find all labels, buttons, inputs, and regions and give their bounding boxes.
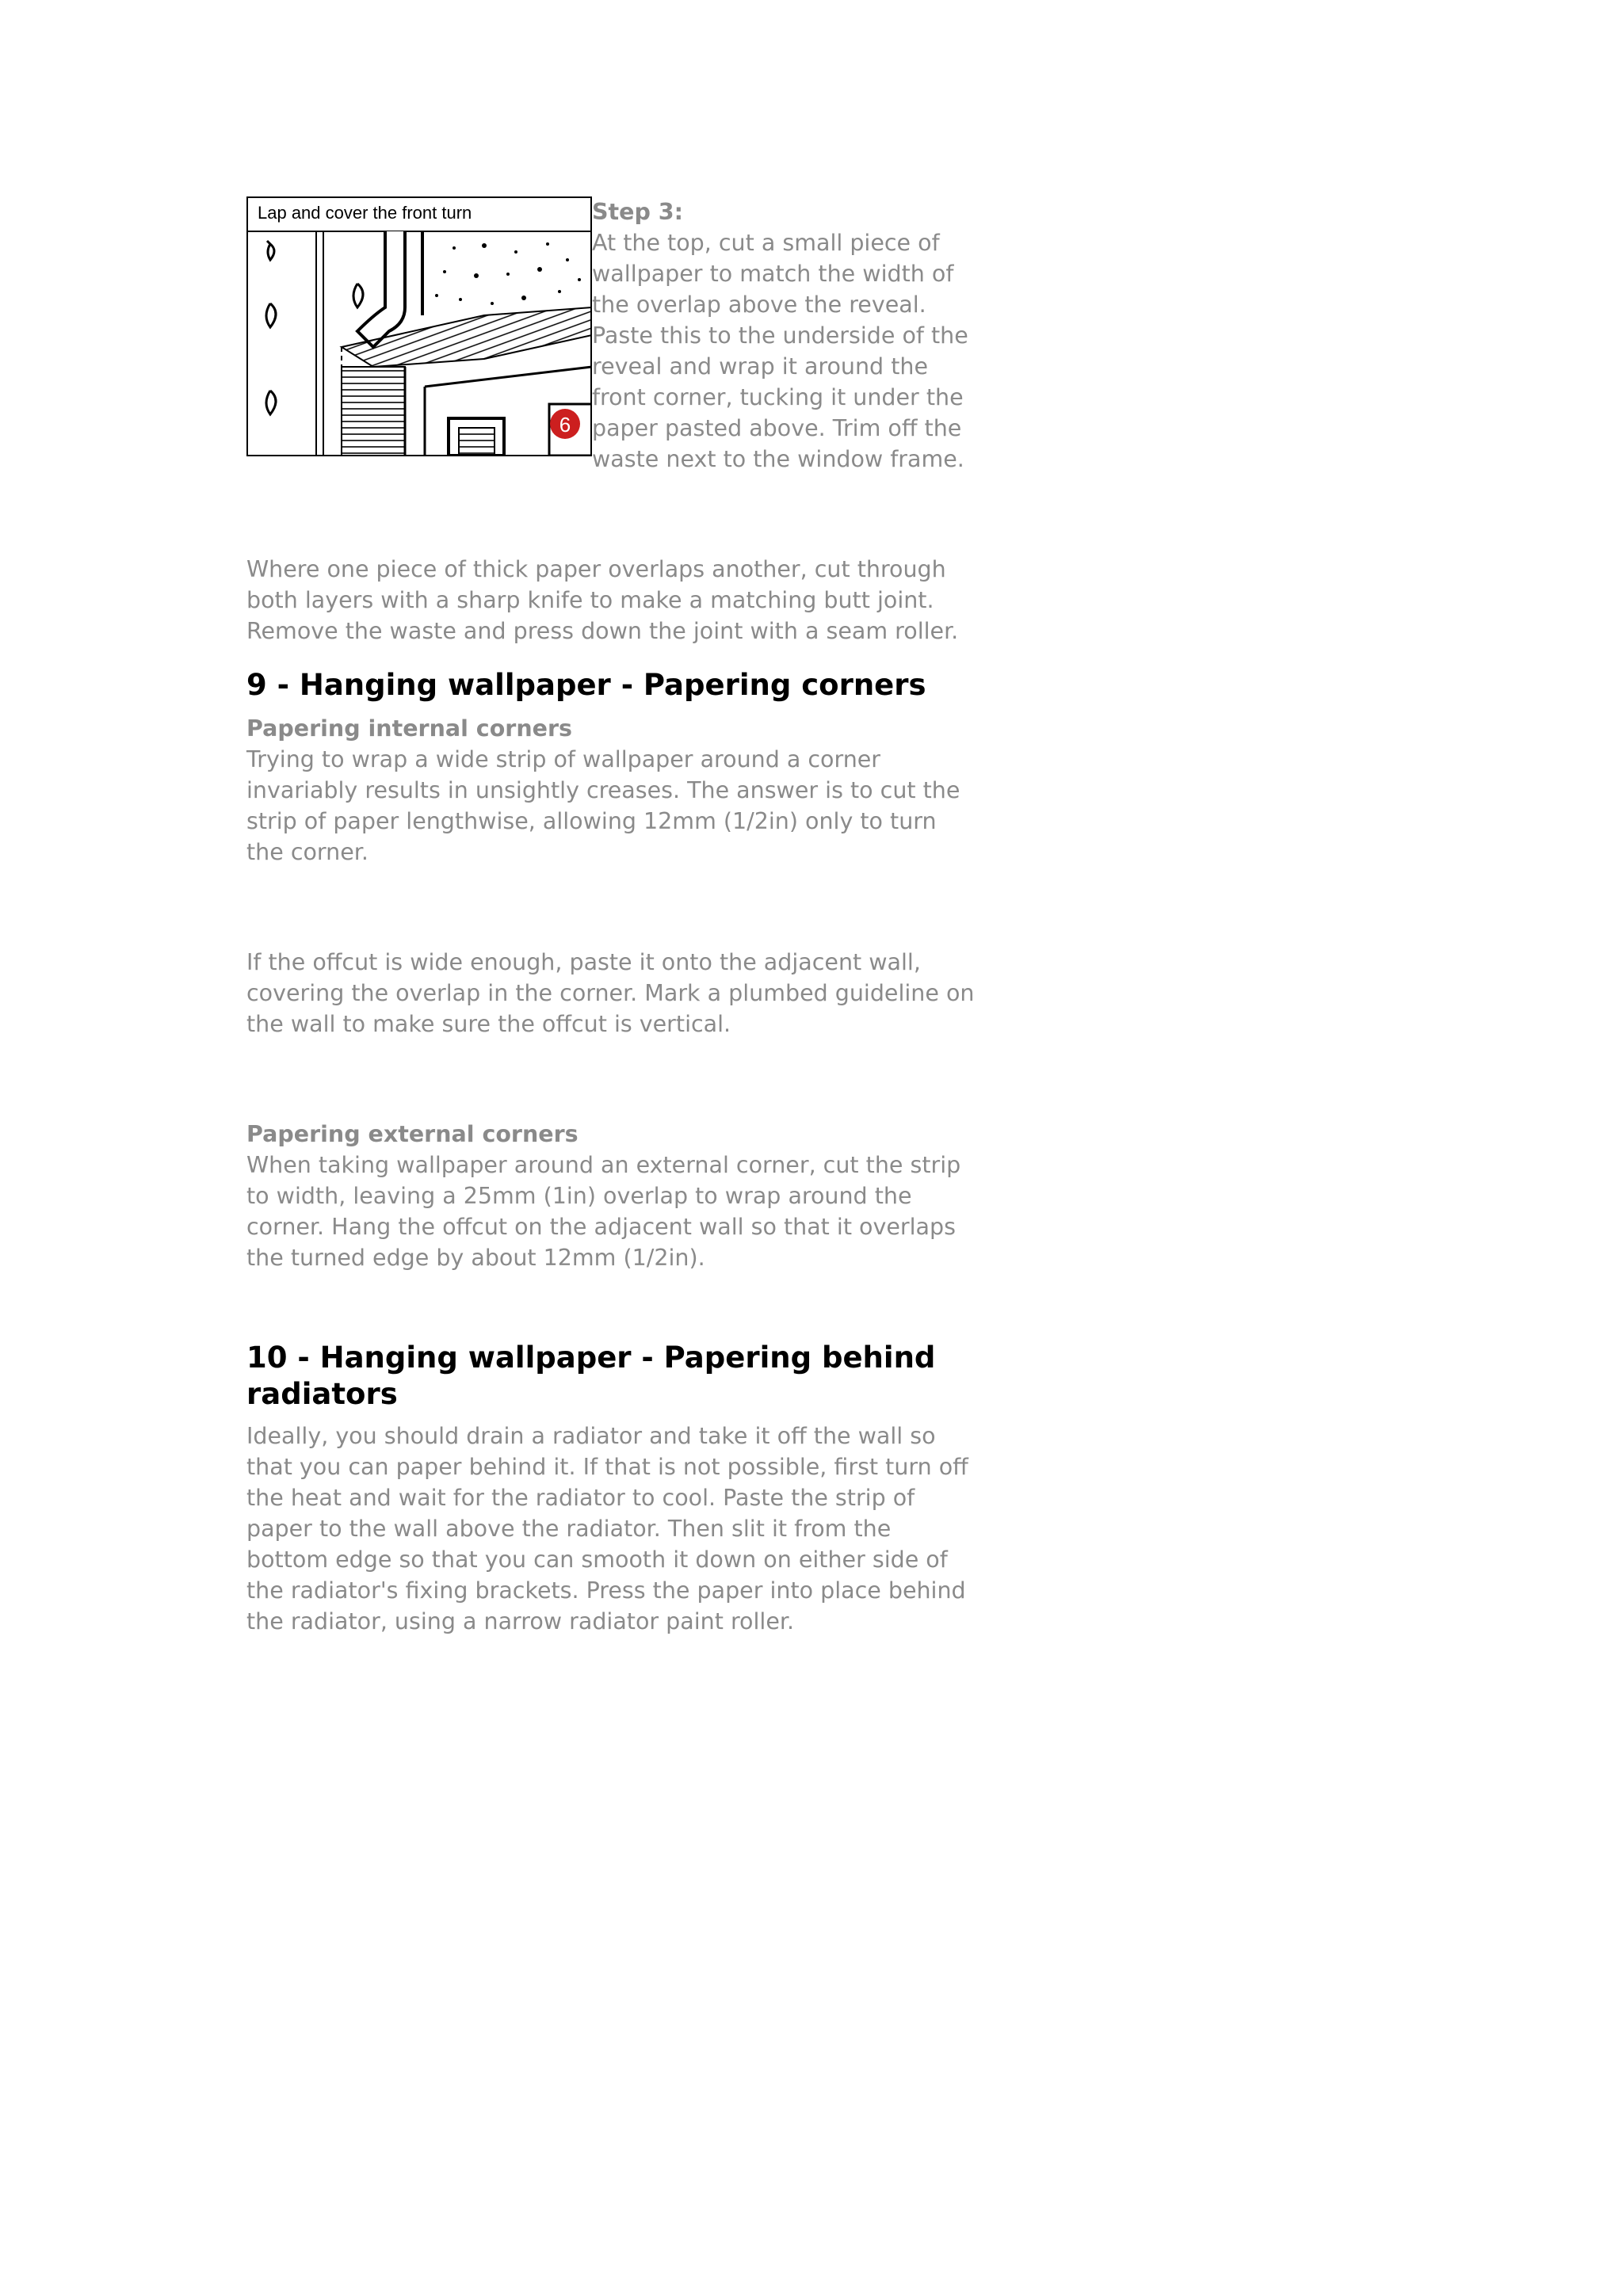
step-3-title: Step 3: [592,199,684,225]
internal-corners-title: Papering internal corners [246,715,572,742]
overlap-paragraph: Where one piece of thick paper overlaps another, cut through both layers with a sharp knife to make a matching butt joint. Remove the waste and press down the joint with a seam roller. [246,556,959,644]
external-corners-text: When taking wallpaper around an external corner, cut the strip to width, leaving a 25mm (1in) overlap to wrap around the corner. Hang the offcut on the adjacent wall so that it overlaps the turned edge by about 12mm (1/2in). [246,1152,961,1271]
external-corners-title: Papering external corners [246,1121,579,1147]
section-10-heading: 10 - Hanging wallpaper - Papering behind radiators [246,1341,936,1411]
window-reveal-illustration [246,196,592,456]
internal-corners-text: Trying to wrap a wide strip of wallpaper around a corner invariably results in unsightly creases. The answer is to cut the strip of paper lengthwise, allowing 12mm (1/2in) only to turn the corner. [246,746,960,865]
step-badge-number: 6 [559,413,571,437]
article-content [246,196,976,1637]
radiator-paragraph: Ideally, you should drain a radiator and take it off the wall so that you can paper behind it. If that is not possible, first turn off the heat and wait for the radiator to cool. Paste the strip of paper to the wall above the radiator. Then slit it from the bottom edge so that you can smooth it down on either side of the radiator's fixing brackets. Press the paper into place behind the radiator, using a narrow radiator paint roller. [246,1423,968,1634]
offcut-paragraph: If the offcut is wide enough, paste it onto the adjacent wall, covering the overlap in the corner. Mark a plumbed guideline on the wall to make sure the offcut is vertical. [246,949,975,1037]
step-3-text: At the top, cut a small piece of wallpaper to match the width of the overlap above the reveal. Paste this to the underside of the reveal and wrap it around the front corner, tucking it under the paper pasted above. Trim off the waste next to the window frame. [592,230,968,472]
section-9-heading: 9 - Hanging wallpaper - Papering corners [246,668,926,702]
figure-caption: Lap and cover the front turn [258,203,472,223]
